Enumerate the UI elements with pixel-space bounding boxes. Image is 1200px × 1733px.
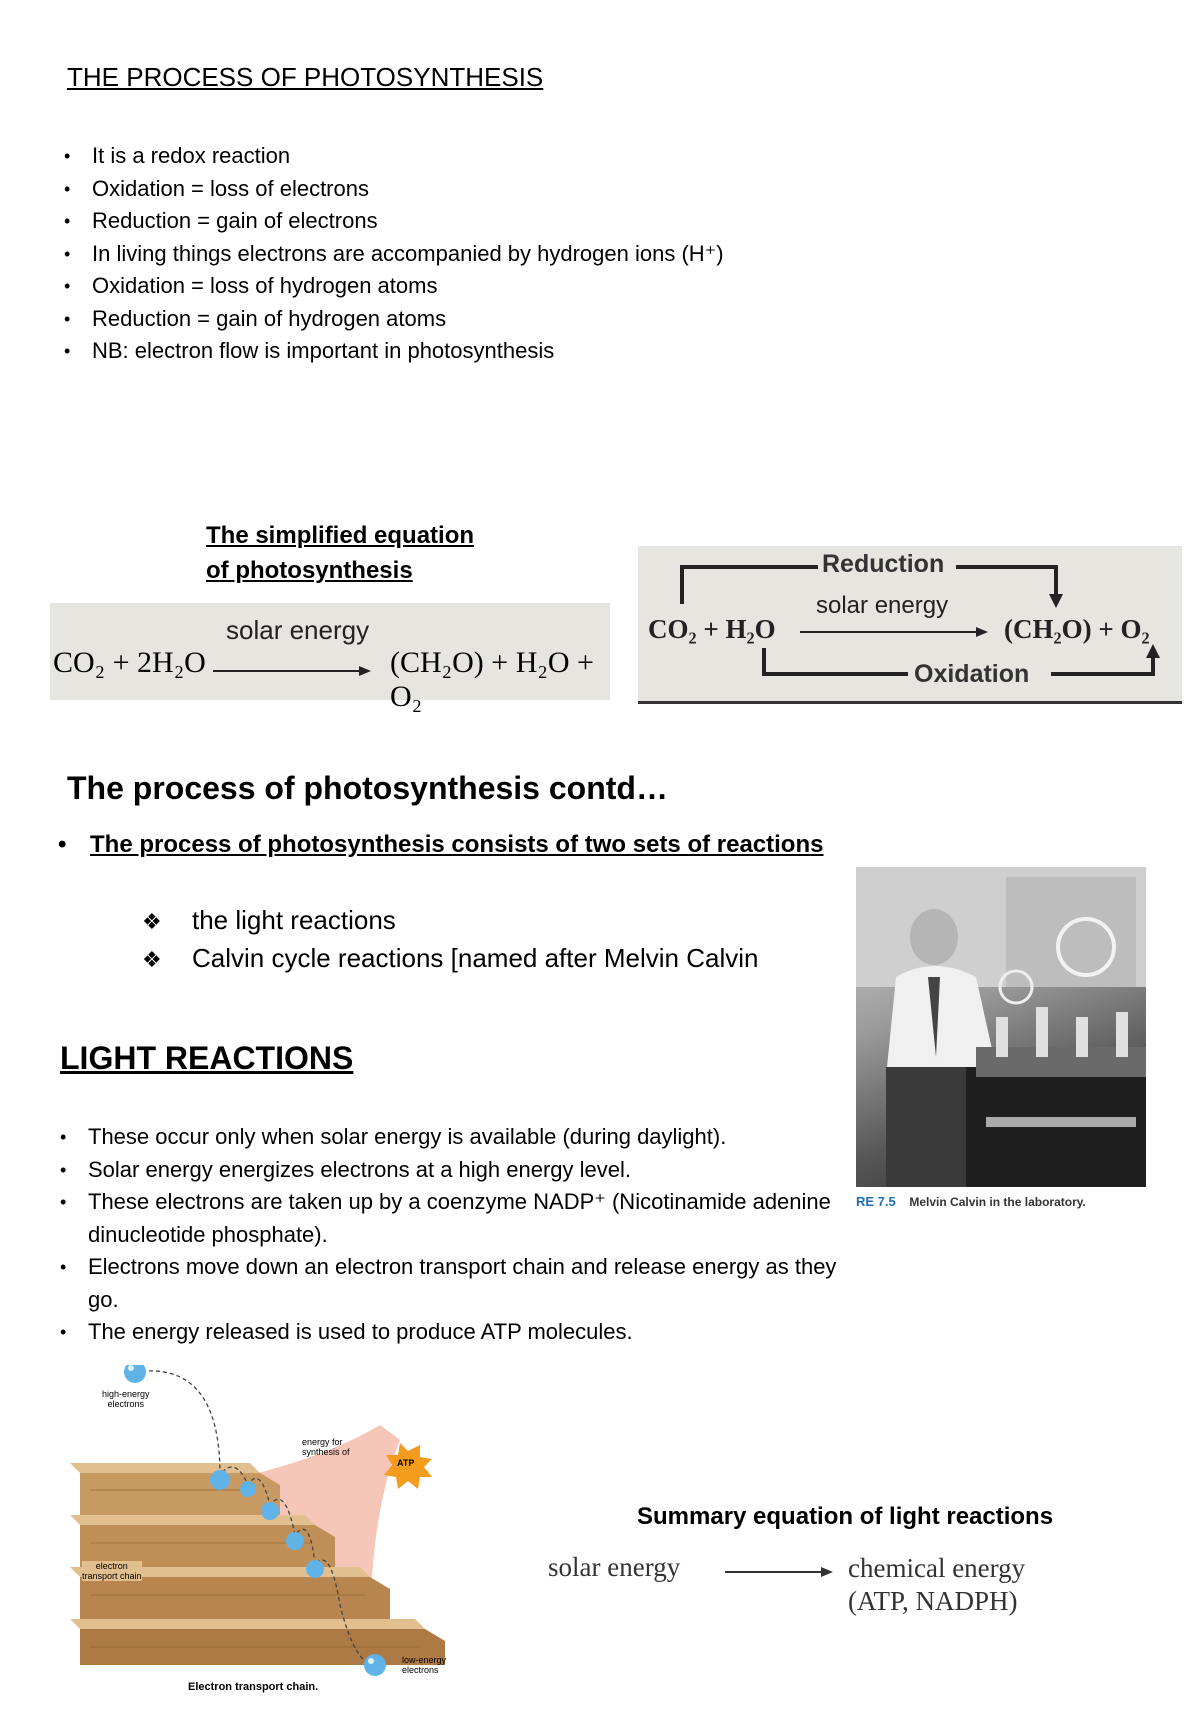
- label-line: electrons: [107, 1399, 145, 1409]
- redox-reactants: CO₂ + H₂O: [648, 614, 776, 644]
- simplified-equation-heading: [206, 518, 474, 588]
- summary-left: solar energy: [548, 1552, 681, 1582]
- light-reactions-title: LIGHT REACTIONS: [60, 1040, 354, 1076]
- summary-heading: Summary equation of light reactions: [637, 1503, 1054, 1530]
- list-item: • Oxidation = loss of hydrogen atoms: [64, 270, 964, 303]
- photo-illustration: [856, 867, 1146, 1187]
- section2-title: The process of photosynthesis contd…: [67, 770, 668, 806]
- light-reactions-bullet-list: [60, 1121, 850, 1349]
- list-item: • Reduction = gain of hydrogen atoms: [64, 303, 964, 336]
- diamond-bullet-icon: ❖: [142, 947, 162, 972]
- bullet-dot: •: [58, 831, 67, 858]
- etc-figure-caption: Electron transport chain.: [188, 1681, 319, 1693]
- sub-bullet-text: Calvin cycle reactions [named after Melvin Calvin: [192, 943, 759, 973]
- energy-for-label: [302, 1437, 350, 1457]
- summary-right-line: (ATP, NADPH): [848, 1586, 1018, 1616]
- diamond-bullet-icon: ❖: [142, 909, 162, 934]
- electron-transport-chain-label: [82, 1561, 142, 1581]
- oxidation-label: Oxidation: [914, 660, 1030, 688]
- list-item: • Electrons move down an electron transport chain and release energy as they go.: [60, 1251, 850, 1316]
- section1-title: THE PROCESS OF PHOTOSYNTHESIS: [67, 62, 544, 92]
- label-line: high-energy: [102, 1389, 150, 1399]
- list-item: • Oxidation = loss of electrons: [64, 173, 964, 206]
- section2-main-bullet: [58, 831, 823, 859]
- caption-text: Melvin Calvin in the laboratory.: [909, 1195, 1086, 1209]
- label-line: energy for: [302, 1437, 343, 1447]
- atp-label: ATP: [397, 1458, 415, 1468]
- melvin-calvin-photo: [856, 867, 1146, 1187]
- list-item: • NB: electron flow is important in photosynthesis: [64, 335, 964, 368]
- high-energy-label: [102, 1389, 150, 1409]
- list-item: • In living things electrons are accompanied by hydrogen ions (H⁺): [64, 238, 964, 271]
- list-item: • These electrons are taken up by a coenzyme NADP⁺ (Nicotinamide adenine dinucleotide phosphate).: [60, 1186, 850, 1251]
- simplified-equation-box: [50, 603, 610, 713]
- summary-arrow: [725, 1565, 835, 1579]
- list-item: [142, 940, 758, 978]
- section2-main-bullet-text: The process of photosynthesis consists of two sets of reactions: [90, 831, 824, 858]
- list-item: • It is a redox reaction: [64, 140, 964, 173]
- section1-bullet-list: [64, 140, 964, 368]
- photo-caption: [856, 1194, 1086, 1209]
- label-line: low-energy: [402, 1655, 447, 1665]
- electron-transport-chain-figure: [70, 1365, 470, 1695]
- sub-bullet-text: the light reactions: [192, 905, 396, 935]
- section2-sub-list: [142, 902, 758, 978]
- equation-arrow: [213, 663, 373, 679]
- equation-products: (CH₂O) + H₂O + O₂: [390, 646, 594, 713]
- label-line: electron: [95, 1561, 128, 1571]
- reduction-label: Reduction: [822, 550, 945, 578]
- heading-line: The simplified equation: [206, 522, 475, 549]
- label-line: synthesis of: [302, 1447, 350, 1457]
- summary-right: [848, 1552, 1025, 1618]
- redox-equation-box: [638, 546, 1182, 704]
- etc-illustration: [70, 1365, 470, 1695]
- list-item: [142, 902, 758, 940]
- redox-condition: solar energy: [816, 592, 949, 619]
- label-line: transport chain: [82, 1571, 142, 1581]
- equation-condition: solar energy: [226, 615, 370, 645]
- list-item: • The energy released is used to produce ATP molecules.: [60, 1316, 850, 1349]
- list-item: • Reduction = gain of electrons: [64, 205, 964, 238]
- list-item: • Solar energy energizes electrons at a high energy level.: [60, 1154, 850, 1187]
- low-energy-label: [402, 1655, 446, 1675]
- summary-right-line: chemical energy: [848, 1553, 1026, 1583]
- list-item: • These occur only when solar energy is available (during daylight).: [60, 1121, 850, 1154]
- equation-reactants: CO₂ + 2H₂O: [53, 646, 206, 679]
- heading-line: of photosynthesis: [206, 557, 413, 584]
- label-line: electrons: [402, 1665, 439, 1675]
- redox-products: (CH₂O) + O₂: [1004, 614, 1150, 644]
- caption-figure-number: RE 7.5: [856, 1194, 896, 1209]
